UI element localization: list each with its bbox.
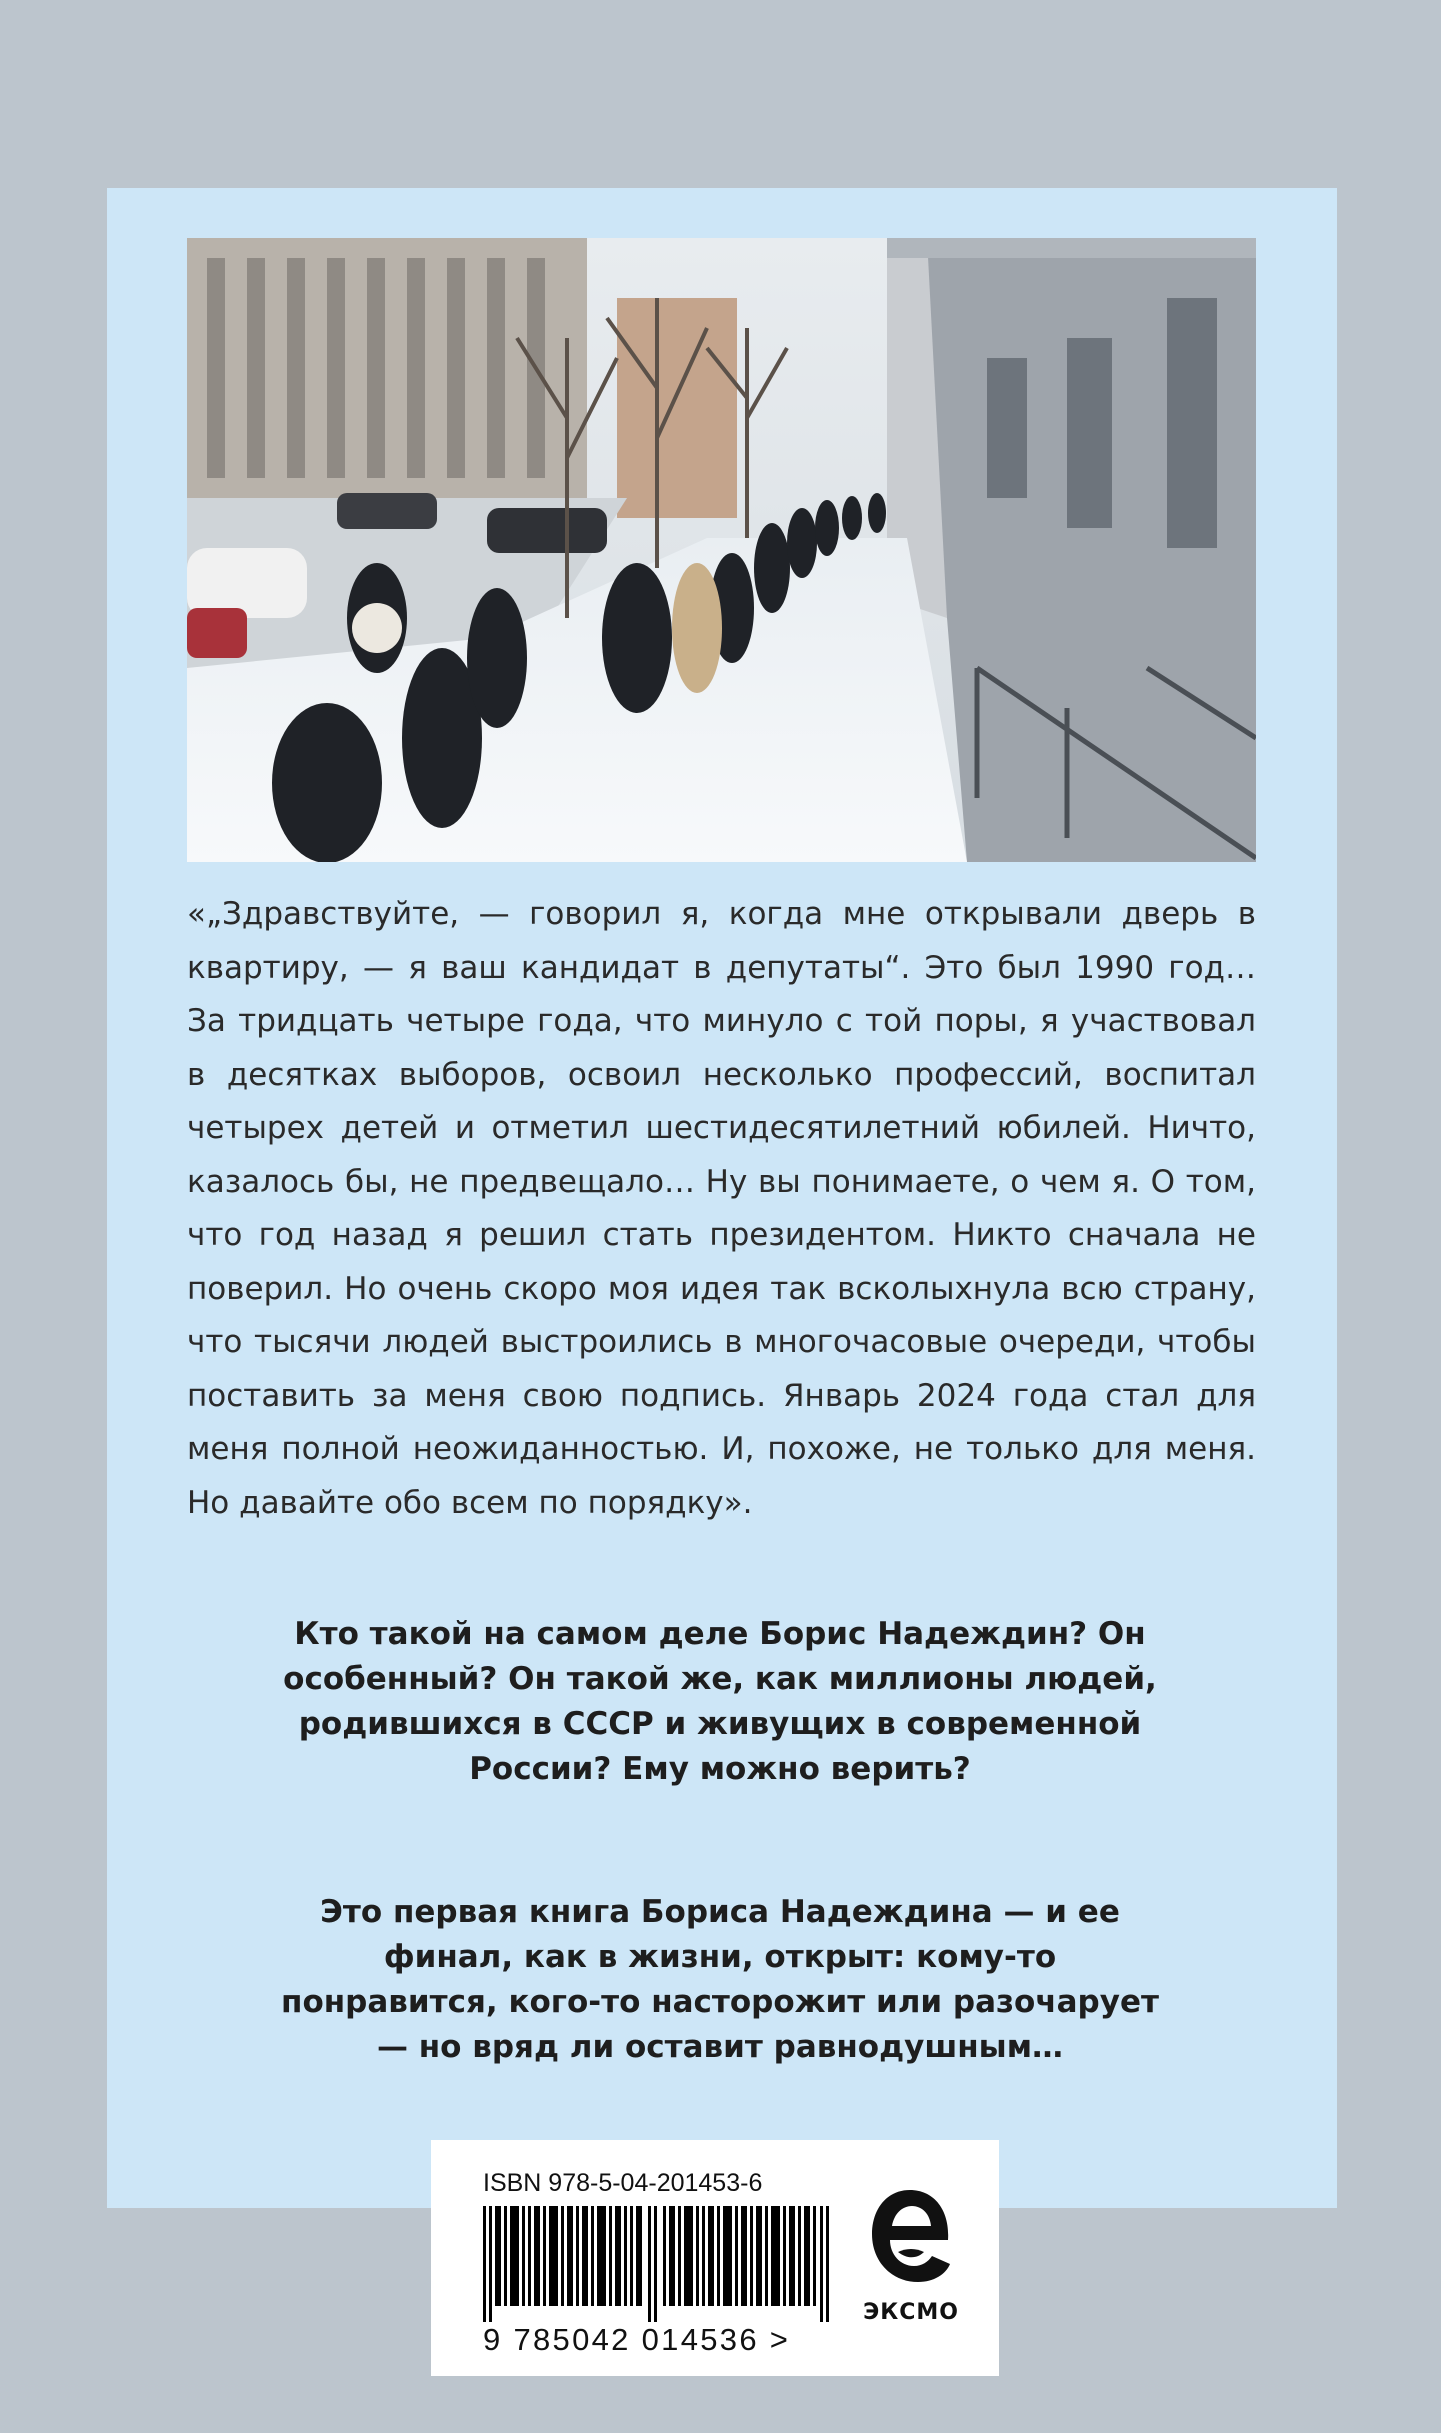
closing-block: Это первая книга Бориса Надеждина — и ее финал, как в жизни, открыт: кому-то понравится, кого-то насторожит или разочарует — но вряд ли оставит равнодушным…	[281, 1894, 1159, 2065]
eksmo-logo-icon	[868, 2186, 952, 2296]
ean-digits: 9 785042 014536 >	[483, 2322, 791, 2357]
barcode-bars	[483, 2206, 829, 2322]
isbn-label: ISBN 978-5-04-201453-6	[483, 2169, 763, 2197]
publisher-name: ЭКСМО	[863, 2300, 959, 2325]
barcode-box	[431, 2140, 999, 2376]
body-paragraph: «„Здравствуйте, — говорил я, когда мне открывали дверь в квартиру, — я ваш кандидат в депутаты“. Это был 1990 год… За тридцать четыре года, что минуло с той поры, я участвовал в десятках выборов, освоил несколько профессий, воспитал четырех детей и отметил шестидесятилетний юбилей. Ничто, казалось бы, не предвещало… Ну вы понимаете, о чем я. О том, что год назад я решил стать президентом. Никто сначала не поверил. Но очень скоро моя идея так всколыхнула всю страну, что тысячи людей выстроились в многочасовые очереди, чтобы поставить за меня свою подпись. Январь 2024 года стал для меня полной неожиданностью. И, похоже, не только для меня. Но давайте обо всем по порядку».	[187, 896, 1256, 1521]
queue-photo	[187, 238, 1256, 862]
question-block: Кто такой на самом деле Борис Надеждин? Он особенный? Он такой же, как миллионы людей, родившихся в СССР и живущих в современной России? Ему можно верить?	[283, 1616, 1157, 1787]
